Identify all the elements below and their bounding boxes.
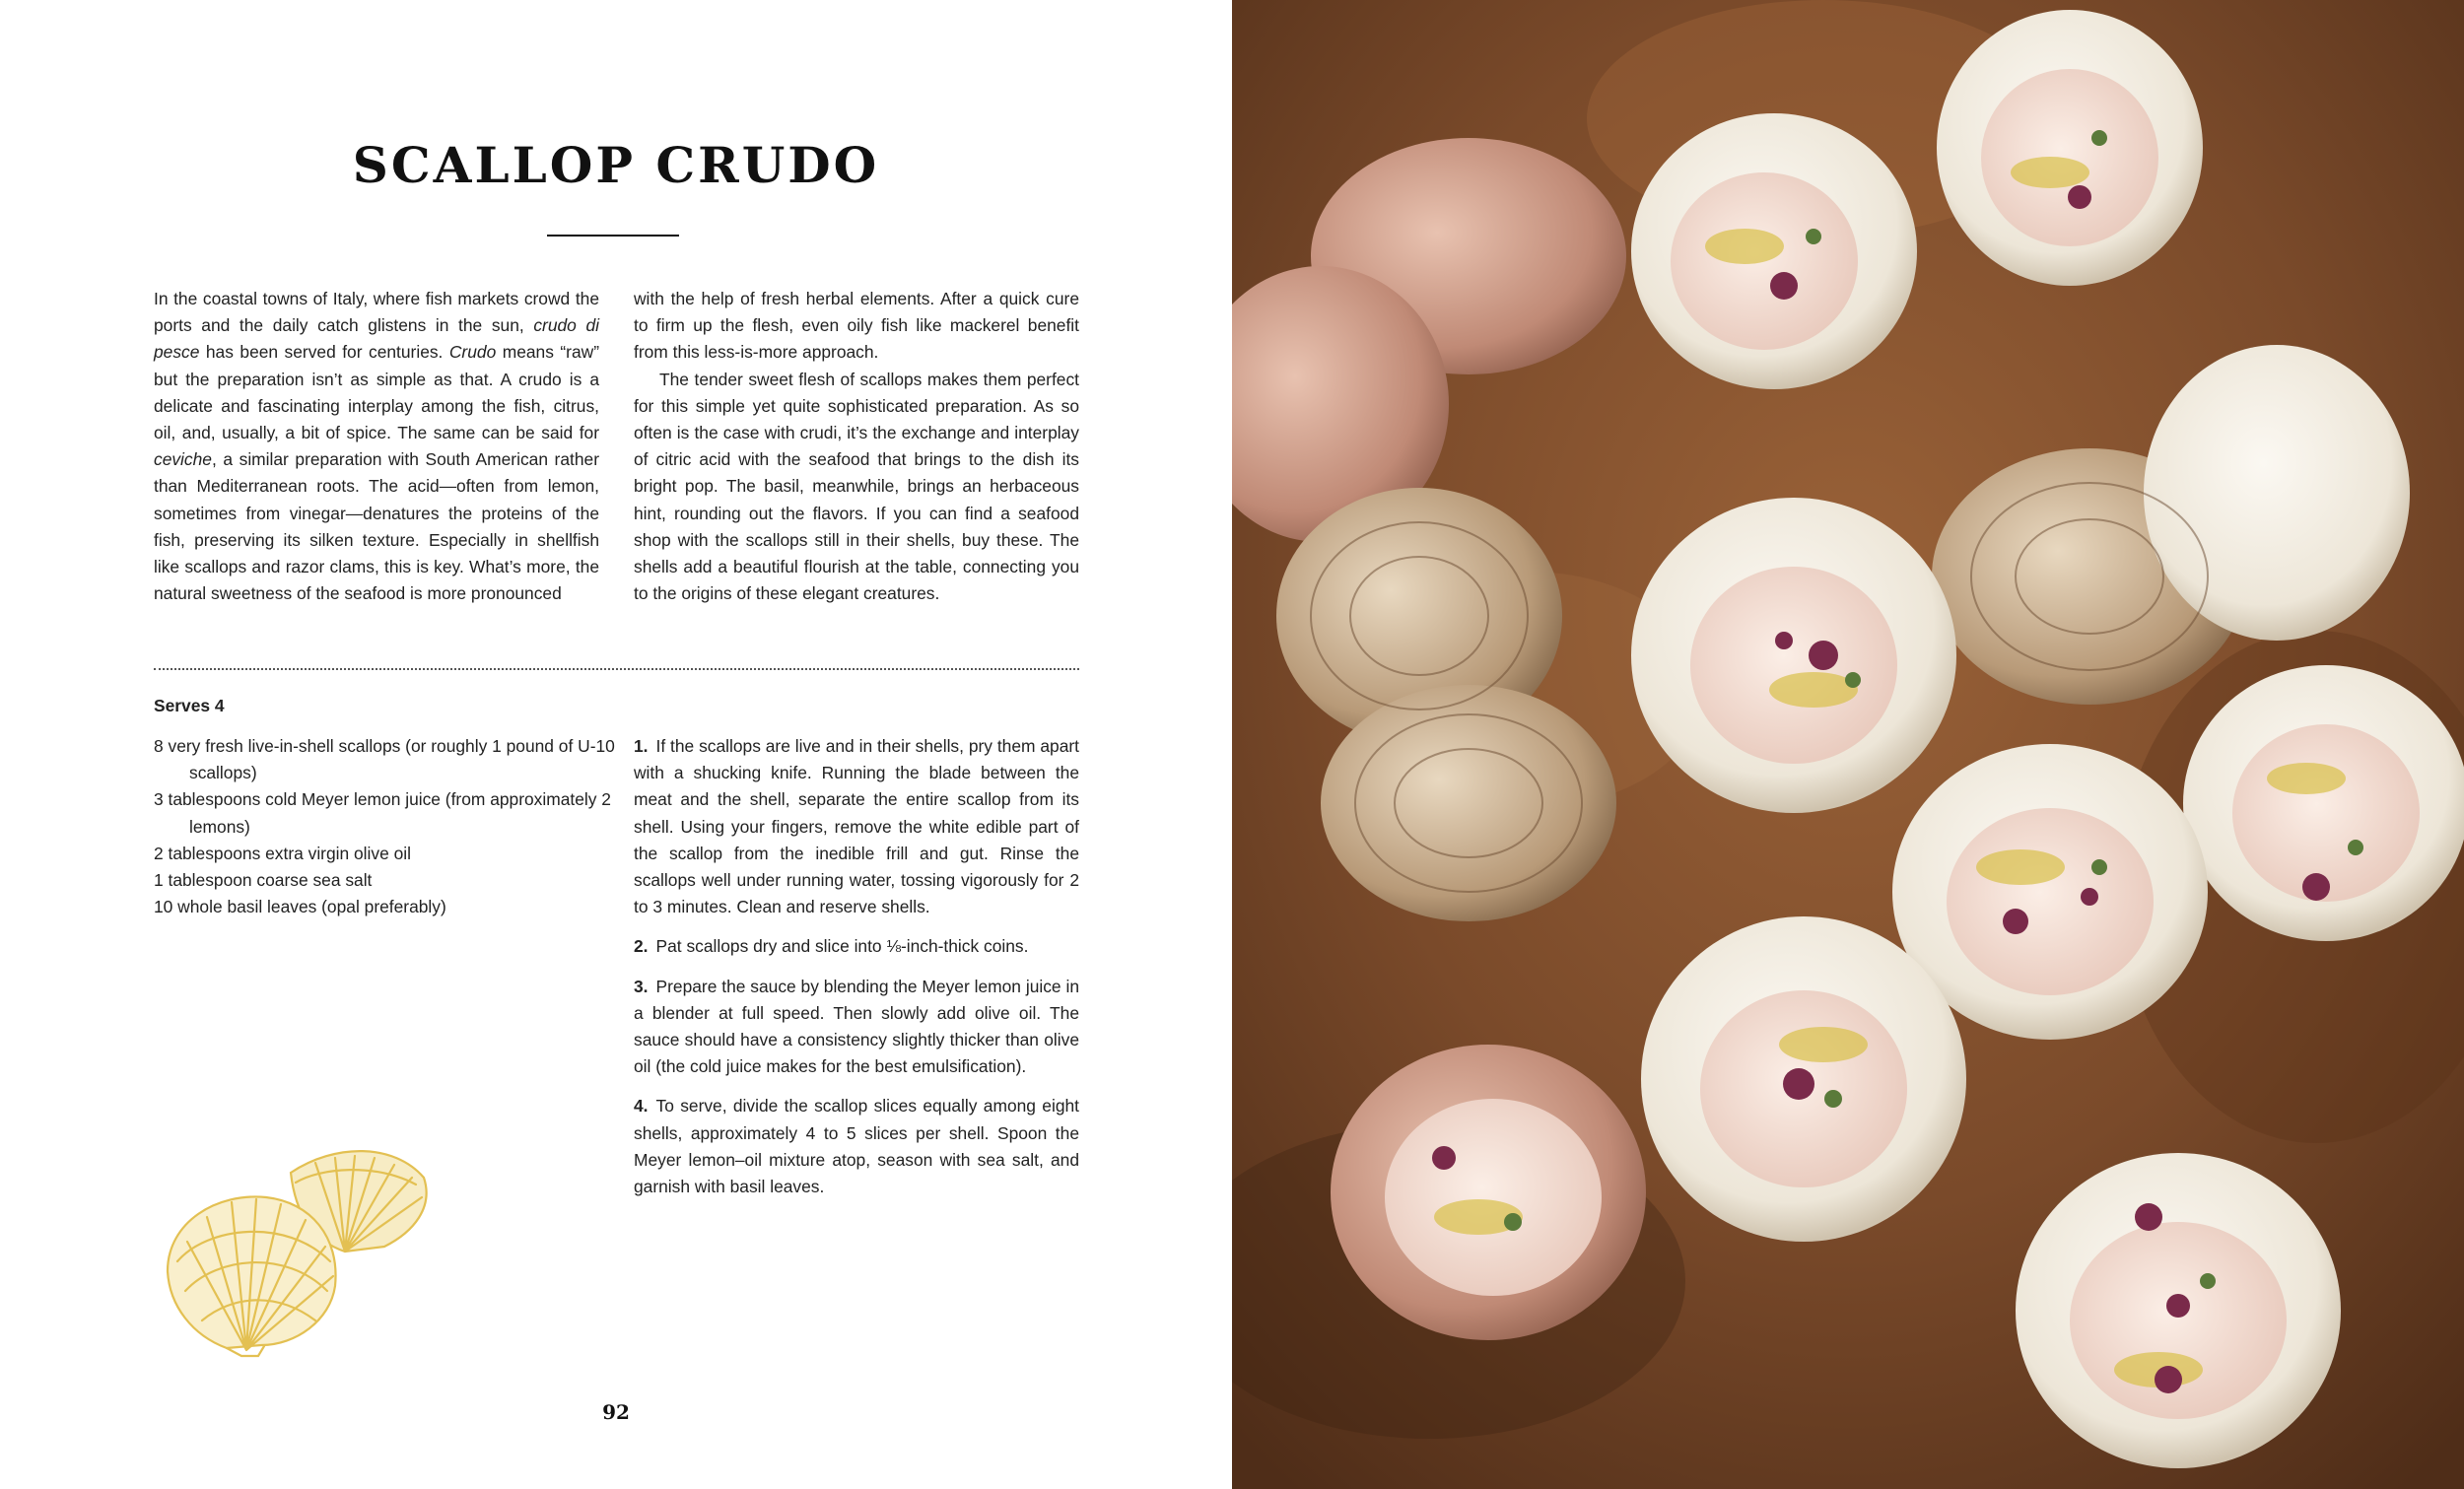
step-item (634, 933, 1079, 960)
scallop-illustration (148, 1123, 444, 1360)
intro-paragraph-1-continued: with the help of fresh herbal elements. After a quick cure to firm up the flesh, even oily fish like mackerel benefit from this less-is-more approach. (634, 289, 1079, 363)
intro-column-right (634, 286, 1079, 607)
italic-term: crudo di pesce (154, 315, 600, 363)
ingredient-item: 8 very fresh live-in-shell scallops (or roughly 1 pound of U-10 scallops) (154, 736, 615, 783)
text-run: has been served for centuries. (199, 342, 449, 363)
intro-paragraph-1 (154, 286, 599, 607)
step-text: Prepare the sauce by blending the Meyer lemon juice in a blender at full speed. Then slowly add olive oil. The sauce should have a consistency slightly thicker than olive oil (the cold juice makes for the best emulsification). (634, 976, 1079, 1077)
text-run: , a similar preparation with South American rather than Mediterranean roots. The acid—often from lemon, sometimes from vinegar—denatures the proteins of the fish, preserving its silken texture. Especially in shellfish like scallops and razor clams, this is key. What’s more, the natural sweetness of the seafood is more pronounced (154, 449, 599, 604)
step-text: Pat scallops dry and slice into ⅛-inch-thick coins. (655, 936, 1029, 957)
title-rule (547, 235, 679, 237)
step-text: If the scallops are live and in their shells, pry them apart with a shucking knife. Running the blade between the meat and the shell, separate the entire scallop from its shell. Using your fingers, remove the white edible part of the scallop from the inedible frill and gut. Rinse the scallops well under running water, tossing vigorously for 2 to 3 minutes. Clean and reserve shells. (634, 736, 1079, 917)
serves-label: Serves 4 (154, 696, 225, 715)
intro-column-left (154, 286, 599, 607)
right-page (1232, 0, 2464, 1489)
step-item (634, 733, 1079, 920)
step-number: 3. (634, 976, 649, 996)
recipe-title: SCALLOP CRUDO (352, 136, 880, 194)
scallop-photo (1232, 0, 2464, 1489)
step-number: 4. (634, 1096, 649, 1117)
step-text: To serve, divide the scallop slices equally among eight shells, approximately 4 to 5 slices per shell. Spoon the Meyer lemon–oil mixture atop, season with sea salt, and garnish with basil leaves. (634, 1096, 1079, 1197)
step-number: 2. (634, 936, 649, 957)
ingredients-list (154, 733, 617, 920)
italic-term: ceviche (154, 449, 212, 470)
text-run: In the coastal towns of Italy, where fish markets crowd the ports and the daily catch glistens in the sun, (154, 289, 599, 336)
ingredient-item: 10 whole basil leaves (opal preferably) (154, 897, 446, 917)
ingredient-item: 1 tablespoon coarse sea salt (154, 870, 373, 891)
intro-paragraph-2: The tender sweet flesh of scallops makes them perfect for this simple yet quite sophisticated preparation. As so often is the case with crudi, it’s the exchange and interplay of citric acid with the seafood that brings to the dish its bright pop. The basil, meanwhile, brings an herbaceous hint, rounding out the flavors. If you can find a seafood shop with the scallops still in their shells, buy these. The shells add a beautiful flourish at the table, connecting you to the origins of these elegant creatures. (634, 369, 1079, 604)
ingredient-item: 2 tablespoons extra virgin olive oil (154, 843, 412, 863)
step-item (634, 974, 1079, 1081)
step-item (634, 1093, 1079, 1200)
section-divider (154, 668, 1079, 670)
ingredient-item: 3 tablespoons cold Meyer lemon juice (from approximately 2 lemons) (154, 789, 611, 837)
italic-term: Crudo (448, 342, 497, 363)
text-run: means “raw” but the preparation isn’t as simple as that. A crudo is a delicate and fascinating interplay among the fish, citrus, oil, and, usually, a bit of spice. The same can be said for (154, 342, 600, 443)
page-number: 92 (602, 1400, 630, 1424)
step-number: 1. (634, 736, 649, 756)
method-steps (634, 733, 1079, 1213)
